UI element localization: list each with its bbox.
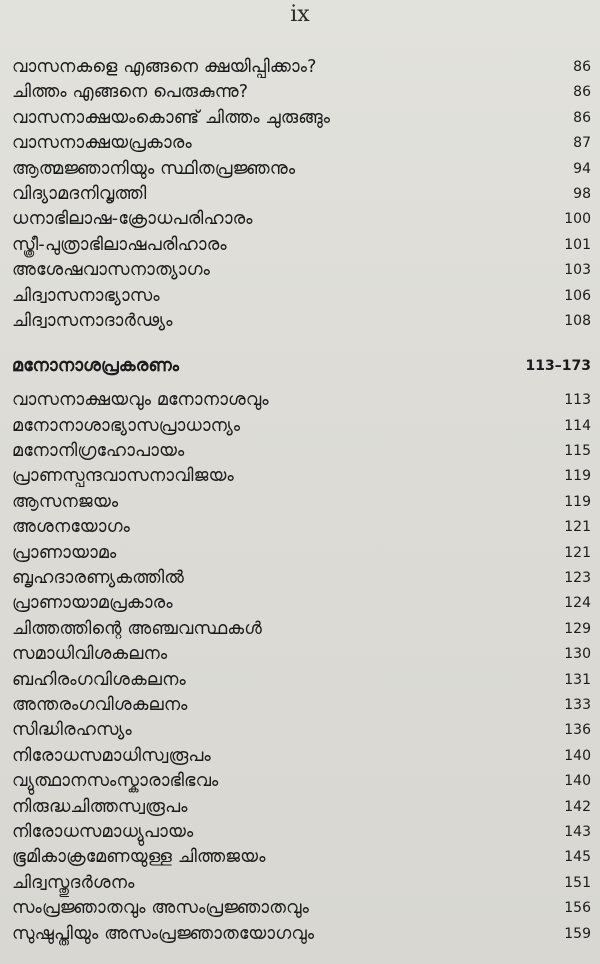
toc-entry-page-number: 119: [564, 493, 591, 510]
toc-entry-page-number: 143: [564, 823, 591, 840]
toc-group-1: [12, 55, 595, 334]
toc-entry-title: വാസനകളെ എങ്ങനെ ക്ഷയിപ്പിക്കാം?: [12, 57, 317, 77]
toc-entry-title: ചിദ്വാസനാഭ്യാസം: [12, 285, 160, 306]
toc-entry-title: പ്രാണായാമപ്രകാരം: [12, 593, 173, 614]
toc-entry-page-number: 129: [564, 620, 591, 637]
toc-entry-page-number: 108: [564, 312, 591, 329]
toc-entry: [12, 566, 595, 591]
toc-entry-title: വിദ്യാമദനിവൃത്തി: [12, 183, 147, 204]
section-page-range: 113–173: [525, 358, 591, 375]
toc-entry-page-number: 133: [564, 696, 591, 713]
toc-entry-title: അശേഷവാസനാത്യാഗം: [12, 260, 211, 281]
toc-entry: [12, 258, 595, 283]
toc-entry-title: മനോനിഗ്രഹോപായം: [12, 441, 185, 462]
page-folio: ix: [290, 2, 310, 27]
toc-entry: [12, 769, 595, 794]
toc-entry-title: നിരുദ്ധചിത്തസ്വരൂപം: [12, 796, 188, 817]
toc-entry: [12, 591, 595, 616]
toc-entry: [12, 131, 595, 156]
toc-entry-title: വ്യുത്ഥാനസംസ്കാരാഭിഭവം: [12, 771, 219, 792]
toc-entry-title: ആത്മജ്ഞാനിയും സ്ഥിതപ്രജ്ഞനും: [12, 158, 296, 179]
toc-entry: [12, 414, 595, 439]
toc-group-2: [12, 388, 595, 947]
toc-entry-page-number: 140: [564, 773, 591, 790]
toc-entry-page-number: 100: [564, 211, 591, 228]
toc-entry: [12, 693, 595, 718]
toc-entry: [12, 617, 595, 642]
toc-entry-title: വാസനാക്ഷയവും മനോനാശവും: [12, 390, 269, 411]
toc-entry-title: ബഹിരംഗവിശകലനം: [12, 669, 186, 690]
toc-entry-page-number: 87: [573, 135, 591, 152]
toc-entry-page-number: 119: [564, 468, 591, 485]
toc-entry: [12, 820, 595, 845]
toc-entry-title: ആസനജയം: [12, 491, 119, 512]
section-title: മനോനാശപ്രകരണം: [12, 356, 180, 377]
toc-entry-page-number: 114: [564, 417, 591, 434]
toc-entry: [12, 284, 595, 309]
toc-entry: [12, 744, 595, 769]
toc-entry-title: സുഷുപ്തിയും അസംപ്രജ്ഞാതയോഗവും: [12, 923, 315, 944]
toc-entry: [12, 80, 595, 105]
toc-entry-page-number: 115: [564, 443, 591, 460]
toc-entry: [12, 922, 595, 947]
toc-entry: [12, 845, 595, 870]
toc-entry-title: സ്ത്രീ-പുത്രാഭിലാഷപരിഹാരം: [12, 234, 227, 255]
toc-entry-title: അന്തരംഗവിശകലനം: [12, 694, 188, 715]
toc-entry-page-number: 159: [564, 925, 591, 942]
toc-entry: [12, 896, 595, 921]
toc-entry-title: മനോനാശാഭ്യാസപ്രാധാന്യം: [12, 415, 241, 436]
toc-entry-page-number: 98: [573, 185, 591, 202]
toc-entry: [12, 795, 595, 820]
table-of-contents: [12, 55, 595, 947]
toc-entry: [12, 871, 595, 896]
toc-entry: [12, 541, 595, 566]
toc-entry-title: നിരോധസമാധ്യുപായം: [12, 821, 194, 842]
toc-entry-title: സമാധിവിശകലനം: [12, 644, 168, 665]
toc-entry-title: അശനയോഗം: [12, 517, 131, 538]
toc-entry-page-number: 94: [573, 160, 591, 177]
toc-entry: [12, 464, 595, 489]
toc-entry: [12, 388, 595, 413]
toc-entry-title: നിരോധസമാധിസ്വരൂപം: [12, 745, 211, 766]
toc-entry: [12, 490, 595, 515]
toc-entry-title: സംപ്രജ്ഞാതവും അസംപ്രജ്ഞാതവും: [12, 898, 310, 919]
toc-entry-title: വാസനാക്ഷയംകൊണ്ട് ചിത്തം ചുരുങ്ങും: [12, 107, 331, 128]
toc-entry-page-number: 140: [564, 747, 591, 764]
toc-entry: [12, 106, 595, 131]
toc-entry-page-number: 142: [564, 798, 591, 815]
toc-entry-page-number: 145: [564, 849, 591, 866]
toc-entry-title: ചിത്തത്തിന്റെ അഞ്ചവസ്ഥകൾ: [12, 618, 263, 639]
toc-entry-title: ഭൂമികാക്രമേണയുള്ള ചിത്തജയം: [12, 847, 266, 868]
toc-entry-page-number: 101: [564, 236, 591, 253]
toc-entry-page-number: 106: [564, 287, 591, 304]
toc-entry-title: ബൃഹദാരണ്യകത്തിൽ: [12, 568, 185, 589]
toc-entry-title: സിദ്ധിരഹസ്യം: [12, 720, 132, 741]
toc-entry-page-number: 86: [573, 84, 591, 101]
toc-entry: [12, 233, 595, 258]
toc-entry-page-number: 86: [573, 109, 591, 126]
toc-entry-page-number: 121: [564, 544, 591, 561]
toc-entry-title: ചിത്തം എങ്ങനെ പെരുകുന്നു?: [12, 82, 249, 103]
toc-entry-title: ചിദ്വാസനാദാർഢ്യം: [12, 310, 173, 331]
toc-entry-page-number: 124: [564, 595, 591, 612]
toc-entry: [12, 157, 595, 182]
toc-entry: [12, 207, 595, 232]
toc-entry-title: പ്രാണസ്പന്ദവാസനാവിജയം: [12, 466, 234, 487]
toc-entry: [12, 182, 595, 207]
toc-entry: [12, 668, 595, 693]
toc-entry-title: പ്രാണായാമം: [12, 542, 117, 563]
toc-entry-page-number: 136: [564, 722, 591, 739]
toc-entry-title: വാസനാക്ഷയപ്രകാരം: [12, 133, 192, 154]
toc-entry: [12, 309, 595, 334]
toc-entry: [12, 718, 595, 743]
toc-entry: [12, 439, 595, 464]
toc-entry-page-number: 113: [564, 392, 591, 409]
toc-entry-title: ചിദ്വസ്തുദർശനം: [12, 872, 135, 893]
toc-entry: [12, 515, 595, 540]
toc-entry-page-number: 131: [564, 671, 591, 688]
toc-entry-title: ധനാഭിലാഷ-ക്രോധപരിഹാരം: [12, 209, 253, 230]
toc-entry-page-number: 151: [564, 874, 591, 891]
toc-entry-page-number: 123: [564, 570, 591, 587]
toc-entry-page-number: 121: [564, 519, 591, 536]
toc-entry: [12, 642, 595, 667]
toc-entry-page-number: 156: [564, 900, 591, 917]
toc-entry-page-number: 130: [564, 646, 591, 663]
section-heading-row: [12, 334, 595, 382]
toc-entry-page-number: 86: [573, 59, 591, 75]
toc-entry: [12, 55, 595, 80]
toc-entry-page-number: 103: [564, 262, 591, 279]
